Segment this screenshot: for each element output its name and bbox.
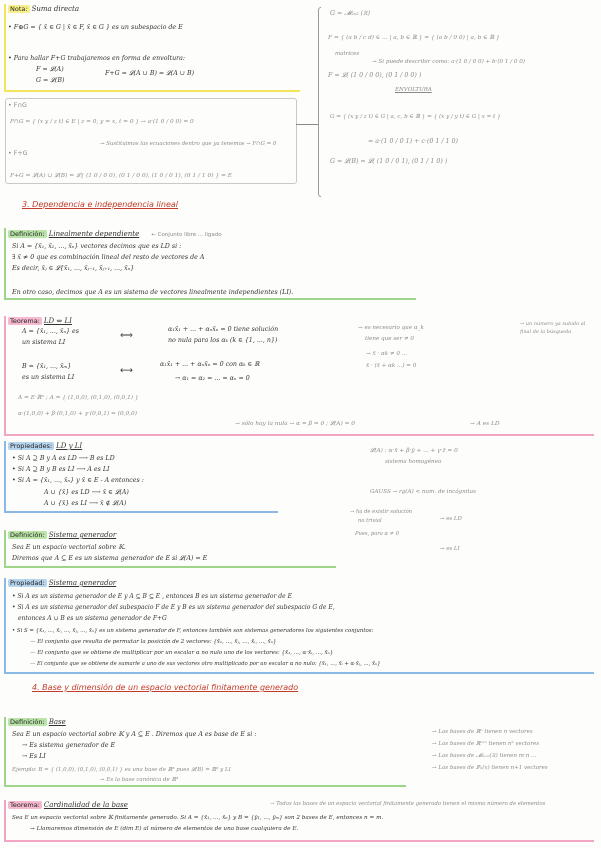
prop2-title: Sistema generador <box>48 579 117 587</box>
def3-box-border <box>4 717 406 787</box>
prop-right-4: → ha de existir solución <box>350 509 413 515</box>
teo-tag: Teorema: <box>10 317 40 325</box>
fg-arrow <box>296 124 318 125</box>
prop2-line-2: • Si A es un sistema generador del subespacio F de E y B es un sistema generador del subespacio G de E, <box>12 604 335 611</box>
example-bracket <box>318 7 321 197</box>
prop-right-8: → es LI <box>440 546 460 552</box>
ej-line-3: matrices <box>335 51 360 57</box>
nota-header <box>8 5 79 14</box>
teo-ex-4: → A es LD <box>470 421 500 427</box>
section-3-title: 3. Dependencia e independencia lineal <box>22 200 178 209</box>
prop-right-1: 𝓛(A) : α·x̄ + β·ȳ + ... + γ·z̄ = 0 <box>370 448 458 454</box>
def2-line-1: Sea E un espacio vectorial sobre 𝕂. <box>12 544 126 551</box>
def1-line-3: Es decir, x̄ⱼ ∈ 𝓛{x̄₁, ..., x̄ⱼ₋₁, x̄ⱼ₊₁, ..., x̄ₙ} <box>12 265 135 272</box>
def3-line-5: → Es la base canónica de ℝ³ <box>100 777 179 783</box>
prop2-line-4: • Si S = {x̄₁, ..., x̄ᵢ, ..., x̄ⱼ, ..., x̄ₙ} es un sistema generador de F, entonces también son sistemas generadores los siguientes conjuntos: <box>12 628 374 634</box>
teo2-note: → Todas las bases de un espacio vectorial finitamente generado tienen el mismo número de elementos <box>270 801 546 807</box>
teo-ex-1: A = E·ℝ³ ; A = { (1,0,0), (0,1,0), (0,0,1) } <box>18 395 139 401</box>
def1-line-1: Si A = {x̄₁, x̄₂, ..., x̄ₙ} vectores decimos que es LD si : <box>12 243 182 250</box>
teo-line-1: A = {x̄₁, ..., x̄ₙ} es <box>22 328 79 335</box>
teo2-title: Cardinalidad de la base <box>43 801 128 809</box>
fg-tag-text: • F∩G <box>8 102 27 109</box>
teo-line-3: B = {x̄₁, ..., x̄ₘ} <box>22 363 72 370</box>
def3-header <box>8 718 66 727</box>
prop-line-5: A ∪ {x̄} es LI ⟶ x̄ ∉ 𝓛(A) <box>44 500 127 507</box>
fg-tag-2: • F+G <box>8 150 28 157</box>
prop-right-6: Pues, para α ≠ 0 <box>355 531 399 537</box>
nota-line-2: • Para hallar F+G trabajaremos en forma de envoltura: <box>8 55 186 62</box>
teo-line-2: un sistema LI <box>22 339 66 346</box>
fg-tag <box>8 102 27 110</box>
teo-ex-3: → sólo hay la nula → α = β = 0 ; 𝓛(A) = 0 <box>235 421 355 427</box>
prop-line-4: A ∪ {x̄} es LD ⟶ x̄ ∈ 𝓛(A) <box>44 489 129 496</box>
def3-right-1: → Las bases de ℝⁿ tienen n vectores <box>432 729 533 735</box>
teo2-line-1: Sea E un espacio vectorial sobre 𝕂 finitamente generado. Si A = {x̄₁, ..., x̄ₙ} y B = {ȳ₁, ..., ȳₘ} son 2 bases de E, entonces n = m. <box>12 815 384 821</box>
prop-right-7: → es LD <box>440 516 462 522</box>
prop-header <box>8 442 82 451</box>
teo-iff-2: ⟷ <box>120 366 133 376</box>
prop2-header <box>8 579 116 588</box>
teo-line-4: es un sistema LI <box>22 374 75 381</box>
prop-line-2: • Si A ⊇ B y B es LI ⟶ A es LI <box>12 466 110 473</box>
teo-right-8: x̄ · (x̄ + αk ...) = 0 <box>366 363 417 369</box>
prop-title: LD y LI <box>56 442 83 450</box>
teo-title: LD ⇔ LI <box>43 317 72 325</box>
teo-right-3: → es necesario que α_k <box>358 325 424 331</box>
ej-line-7: G = { (x y / z t) ∈ G | a, c, b ∈ ℝ } = { (x y / y t) ∈ G | x = t } <box>330 114 501 120</box>
fg-note: → Sustituimos las ecuaciones dentro que ya tenemos → F∩G = 0 <box>100 141 277 147</box>
nota-tag: Nota: <box>10 5 28 13</box>
prop2-line-7: — El conjunto que se obtiene de sumarle a uno de sus vectores otro multiplicado por un escalar α no nulo: {x̄₁, ..., x̄ᵢ + α·x̄ⱼ, ..., x̄ₙ} <box>30 661 381 667</box>
def2-tag: Definición: <box>10 531 45 539</box>
teo-box-border <box>4 316 594 436</box>
teo-right-1: α₁x̄₁ + ... + αₙx̄ₙ = 0 tiene solución <box>168 326 279 333</box>
ej-line-4: → Si puede describir como: a·(1 0 / 0 0) + b·(0 1 / 0 0) <box>372 59 525 65</box>
section-4-title: 4. Base y dimensión de un espacio vectorial finitamente generado <box>32 683 299 692</box>
def3-line-2: → Es sistema generador de E <box>22 742 116 749</box>
def2-line-2: Diremos que A ⊆ E es un sistema generador de E si 𝓛(A) = E <box>12 555 208 562</box>
teo2-line-2: → Llamaremos dimensión de E (dim E) al número de elementos de una base cualquiera de E. <box>30 826 299 832</box>
prop-right-5: no trivial <box>358 518 382 524</box>
teo-header <box>8 317 72 326</box>
def2-title: Sistema generador <box>48 531 117 539</box>
teo-iff-1: ⟺ <box>120 331 133 341</box>
def1-tag: Definición: <box>10 230 45 238</box>
def1-note: ← Conjunto libre ... ligado <box>151 232 222 238</box>
ej-line-8: = a·(1 0 / 0 1) + c·(0 1 / 1 0) <box>368 138 458 145</box>
ej-line-9: G = 𝓛(B) = 𝓛( (1 0 / 0 1), (0 1 / 1 0) ) <box>330 158 448 165</box>
teo-side-note: → un número ya subido al final de la búsqueda <box>520 321 586 335</box>
def1-title: Linealmente dependiente <box>48 230 140 238</box>
def3-right-2: → Las bases de ℝⁿˣⁿ tienen n² vectores <box>432 741 540 747</box>
def1-line-4: En otro caso, decimos que A es un sistema de vectores linealmente independientes (LI). <box>12 289 294 296</box>
nota-line-3: F = 𝓛(A) <box>36 66 64 73</box>
prop2-line-3: entonces A ∪ B es un sistema generador de F+G <box>18 615 167 622</box>
prop-right-2: sistema homogéneo <box>385 459 442 465</box>
prop2-tag: Propiedad: <box>10 579 45 587</box>
teo-ex-2: α·(1,0,0) + β·(0,1,0) + γ·(0,0,1) = (0,0,0) <box>18 411 137 417</box>
teo-right-7: → x̄ · αk ≠ 0 ... <box>366 351 408 357</box>
teo2-tag: Teorema: <box>10 801 40 809</box>
ej-line-6: ENVOLTURA <box>395 87 432 93</box>
prop2-line-1: • Si A es un sistema generador de E y A ⊆ B ⊆ E , entonces B es un sistema generador de E <box>12 593 292 600</box>
def3-line-3: → Es LI <box>22 753 46 760</box>
ej-line-5: F = 𝓛( (1 0 / 0 0), (0 1 / 0 0) ) <box>328 72 422 79</box>
def3-right-4: → Las bases de ℙₙ(x) tienen n+1 vectores <box>432 765 548 771</box>
nota-title: Suma directa <box>31 5 80 13</box>
fg-line-2: F+G = 𝓛(A) ∪ 𝓛(B) = 𝓛{ (1 0 / 0 0), (0 1 / 0 0), (1 0 / 0 1), (0 1 / 1 0) } = E <box>10 173 233 179</box>
teo-right-4: tiene que ser ≠ 0 <box>365 336 414 342</box>
teo2-header <box>8 801 128 810</box>
teo-right-5: α₁x̄₁ + ... + αₙx̄ₙ = 0 con αₖ ∈ ℝ <box>160 361 260 368</box>
nota-line-1: • F⊕G = { x̄ ∈ G | x̄ ∈ F, x̄ ∈ G } es un subespacio de E <box>8 24 183 31</box>
ej-line-1: G = 𝓜₂ₓ₂ (ℝ) <box>330 10 371 17</box>
nota-line-5: F+G = 𝓛(A ∪ B) = 𝓛(A ∪ B) <box>105 70 195 77</box>
fg-line-1: F∩G = { (x y / z t) ∈ E | z = 0, y = x, t = 0 } → a·(1 0 / 0 0) = 0 <box>10 119 194 125</box>
prop-right-3: GAUSS → rg(A) < num. de incógnitas <box>370 489 476 495</box>
teo-right-6: → α₁ = α₂ = ... = αₙ = 0 <box>175 375 250 382</box>
def3-line-1: Sea E un espacio vectorial sobre 𝕂 y A ⊆ E . Diremos que A es base de E si : <box>12 731 257 738</box>
def2-header <box>8 531 116 540</box>
ej-line-2: F = { (a b / c d) ∈ ... | a, b ∈ ℝ } = { (a b / 0 0) | a, b ∈ ℝ } <box>328 35 500 41</box>
def3-tag: Definición: <box>10 718 45 726</box>
prop2-line-6: — El conjunto que se obtiene de multiplicar por un escalar α no nulo uno de los vectores: {x̄₁, ..., α·x̄ᵢ, ..., x̄ₙ} <box>30 650 334 656</box>
def3-title: Base <box>48 718 66 726</box>
teo-right-2: no nula para los αₖ (k ∈ {1, ..., n}) <box>168 337 278 344</box>
def1-header <box>8 230 222 239</box>
def3-right-3: → Las bases de 𝓜ₘₓₙ(ℝ) tienen m·n ... <box>432 753 537 759</box>
prop2-line-5: — El conjunto que resulta de permutar la posición de 2 vectores: {x̄₁, ..., x̄ⱼ, ..., x̄ᵢ, ..., x̄ₙ} <box>30 639 277 645</box>
prop-tag: Propiedades: <box>10 442 53 450</box>
prop-line-3: • Si A = {x̄₁, ..., x̄ₙ} y x̄ ∈ E - A entonces : <box>12 477 144 484</box>
prop-line-1: • Si A ⊇ B y A es LD ⟶ B es LD <box>12 455 115 462</box>
def1-line-2: ∃ x̄ ≠ 0 que es combinación lineal del resto de vectores de A <box>12 254 205 261</box>
def3-line-4: Ejemplo: B = { (1,0,0), (0,1,0), (0,0,1) } es una base de ℝ³ pues 𝓛(B) = ℝ³ y LI <box>12 767 231 773</box>
nota-line-4: G = 𝓛(B) <box>36 77 65 84</box>
